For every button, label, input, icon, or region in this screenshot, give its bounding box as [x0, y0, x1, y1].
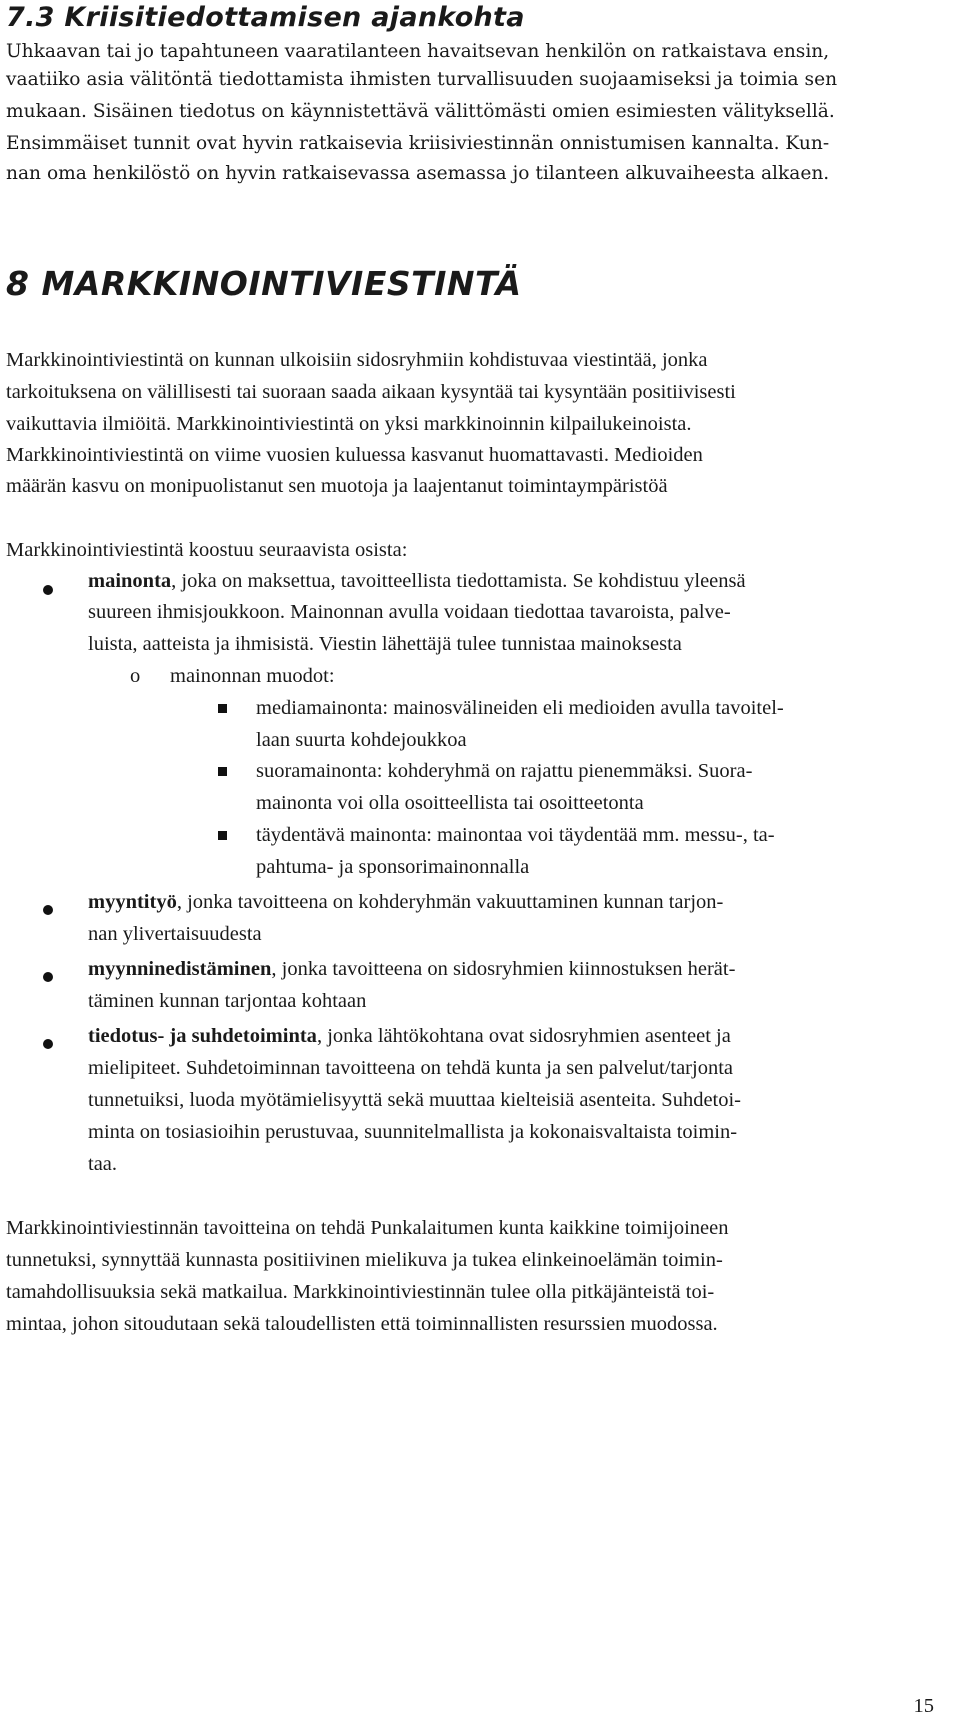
text-line: nan oma henkilöstö on hyvin ratkaisevassa asemassa jo tilanteen alkuvaiheesta alkaen. [6, 163, 830, 184]
form-item: täydentävä mainonta: mainontaa voi täydentää mm. messu-, ta- [256, 824, 775, 846]
form-item: suoramainonta: kohderyhmä on rajattu pienemmäksi. Suora- [256, 760, 753, 782]
form-item-cont: pahtuma- ja sponsorimainonnalla [256, 856, 530, 878]
text-line: vaatiiko asia välitöntä tiedottamista ihmisten turvallisuuden suojaamiseksi ja toimia sen [6, 69, 838, 90]
text-line: mielipiteet. Suhdetoiminnan tavoitteena on tehdä kunta ja sen palvelut/tarjonta [88, 1057, 733, 1079]
form-item-cont: laan suurta kohdejoukkoa [256, 729, 467, 751]
list-item-tiedotus [88, 1022, 731, 1050]
list-item-myynninedistaminen [88, 955, 735, 983]
item-text: , joka on maksettua, tavoitteellista tiedottamista. Se kohdistuu yleensä [171, 570, 746, 592]
bullet-dot-icon [43, 905, 53, 915]
form-item-cont: mainonta voi olla osoitteellista tai osoitteetonta [256, 792, 644, 814]
term-mainonta: mainonta [88, 570, 172, 592]
text-line: Ensimmäiset tunnit ovat hyvin ratkaisevia kriisiviestinnän onnistumisen kannalta. Kun- [6, 133, 830, 154]
text-line: Markkinointiviestinnän tavoitteina on tehdä Punkalaitumen kunta kaikkine toimijoineen [6, 1217, 729, 1239]
text-line: mukaan. Sisäinen tiedotus on käynnistettävä välittömästi omien esimiesten välityksellä. [6, 101, 835, 122]
term-tiedotus: tiedotus- ja suhdetoiminta [88, 1025, 317, 1047]
square-bullet-icon [218, 767, 227, 776]
text-line: tunnetuksi, synnyttää kunnasta positiivinen mielikuva ja tukea elinkeinoelämän toimin- [6, 1249, 723, 1271]
circle-bullet-icon: o [130, 665, 141, 687]
section-heading-8: 8 MARKKINOINTIVIESTINTÄ [6, 264, 522, 303]
section-heading-7-3: 7.3 Kriisitiedottamisen ajankohta [6, 2, 525, 33]
page-number: 15 [913, 1695, 934, 1717]
text-line: tunnetuiksi, luoda myötämielisyyttä sekä muuttaa kielteisiä asenteita. Suhdetoi- [88, 1089, 742, 1111]
text-line: täminen kunnan tarjontaa kohtaan [88, 990, 367, 1012]
text-line: Markkinointiviestintä on viime vuosien kuluessa kasvanut huomattavasti. Medioiden [6, 444, 703, 466]
form-item: mediamainonta: mainosvälineiden eli medioiden avulla tavoitel- [256, 697, 784, 719]
list-item-myyntityo [88, 888, 723, 916]
square-bullet-icon [218, 704, 227, 713]
text-line: mintaa, johon sitoudutaan sekä taloudellisten että toiminnallisten resurssien muodossa. [6, 1313, 718, 1335]
text-line: vaikuttavia ilmiöitä. Markkinointiviestintä on yksi markkinoinnin kilpailukeinoista. [6, 413, 692, 435]
bullet-dot-icon [43, 585, 53, 595]
text-line: tamahdollisuuksia sekä matkailua. Markkinointiviestinnän tulee olla pitkäjänteistä toi- [6, 1281, 715, 1303]
term-myynninedistaminen: myynninedistäminen [88, 958, 272, 980]
text-line: suureen ihmisjoukkoon. Mainonnan avulla voidaan tiedottaa tavaroista, palve- [88, 601, 731, 623]
item-text: , jonka lähtökohtana ovat sidosryhmien asenteet ja [316, 1025, 731, 1047]
parts-intro: Markkinointiviestintä koostuu seuraavista osista: [6, 539, 408, 561]
text-line: nan ylivertaisuudesta [88, 923, 262, 945]
text-line: minta on tosiasioihin perustuvaa, suunnitelmallista ja kokonaisvaltaista toimin- [88, 1121, 738, 1143]
sublist-label: mainonnan muodot: [170, 665, 335, 687]
text-line: luista, aatteista ja ihmisistä. Viestin lähettäjä tulee tunnistaa mainoksesta [88, 633, 682, 655]
text-line: tarkoituksena on välillisesti tai suoraan saada aikaan kysyntää tai kysyntään positiivisesti [6, 381, 736, 403]
bullet-dot-icon [43, 1039, 53, 1049]
square-bullet-icon [218, 831, 227, 840]
text-line: määrän kasvu on monipuolistanut sen muotoja ja laajentanut toimintaympäristöä [6, 475, 668, 497]
term-myyntityo: myyntityö [88, 891, 177, 913]
text-line: Markkinointiviestintä on kunnan ulkoisiin sidosryhmiin kohdistuvaa viestintää, jonka [6, 349, 708, 371]
text-line: taa. [88, 1153, 118, 1175]
item-text: , jonka tavoitteena on sidosryhmien kiinnostuksen herät- [271, 958, 736, 980]
text-line: Uhkaavan tai jo tapahtuneen vaaratilanteen havaitsevan henkilön on ratkaistava ensin, [6, 41, 830, 62]
item-text: , jonka tavoitteena on kohderyhmän vakuuttaminen kunnan tarjon- [176, 891, 724, 913]
list-item-mainonta [88, 567, 746, 595]
bullet-dot-icon [43, 972, 53, 982]
